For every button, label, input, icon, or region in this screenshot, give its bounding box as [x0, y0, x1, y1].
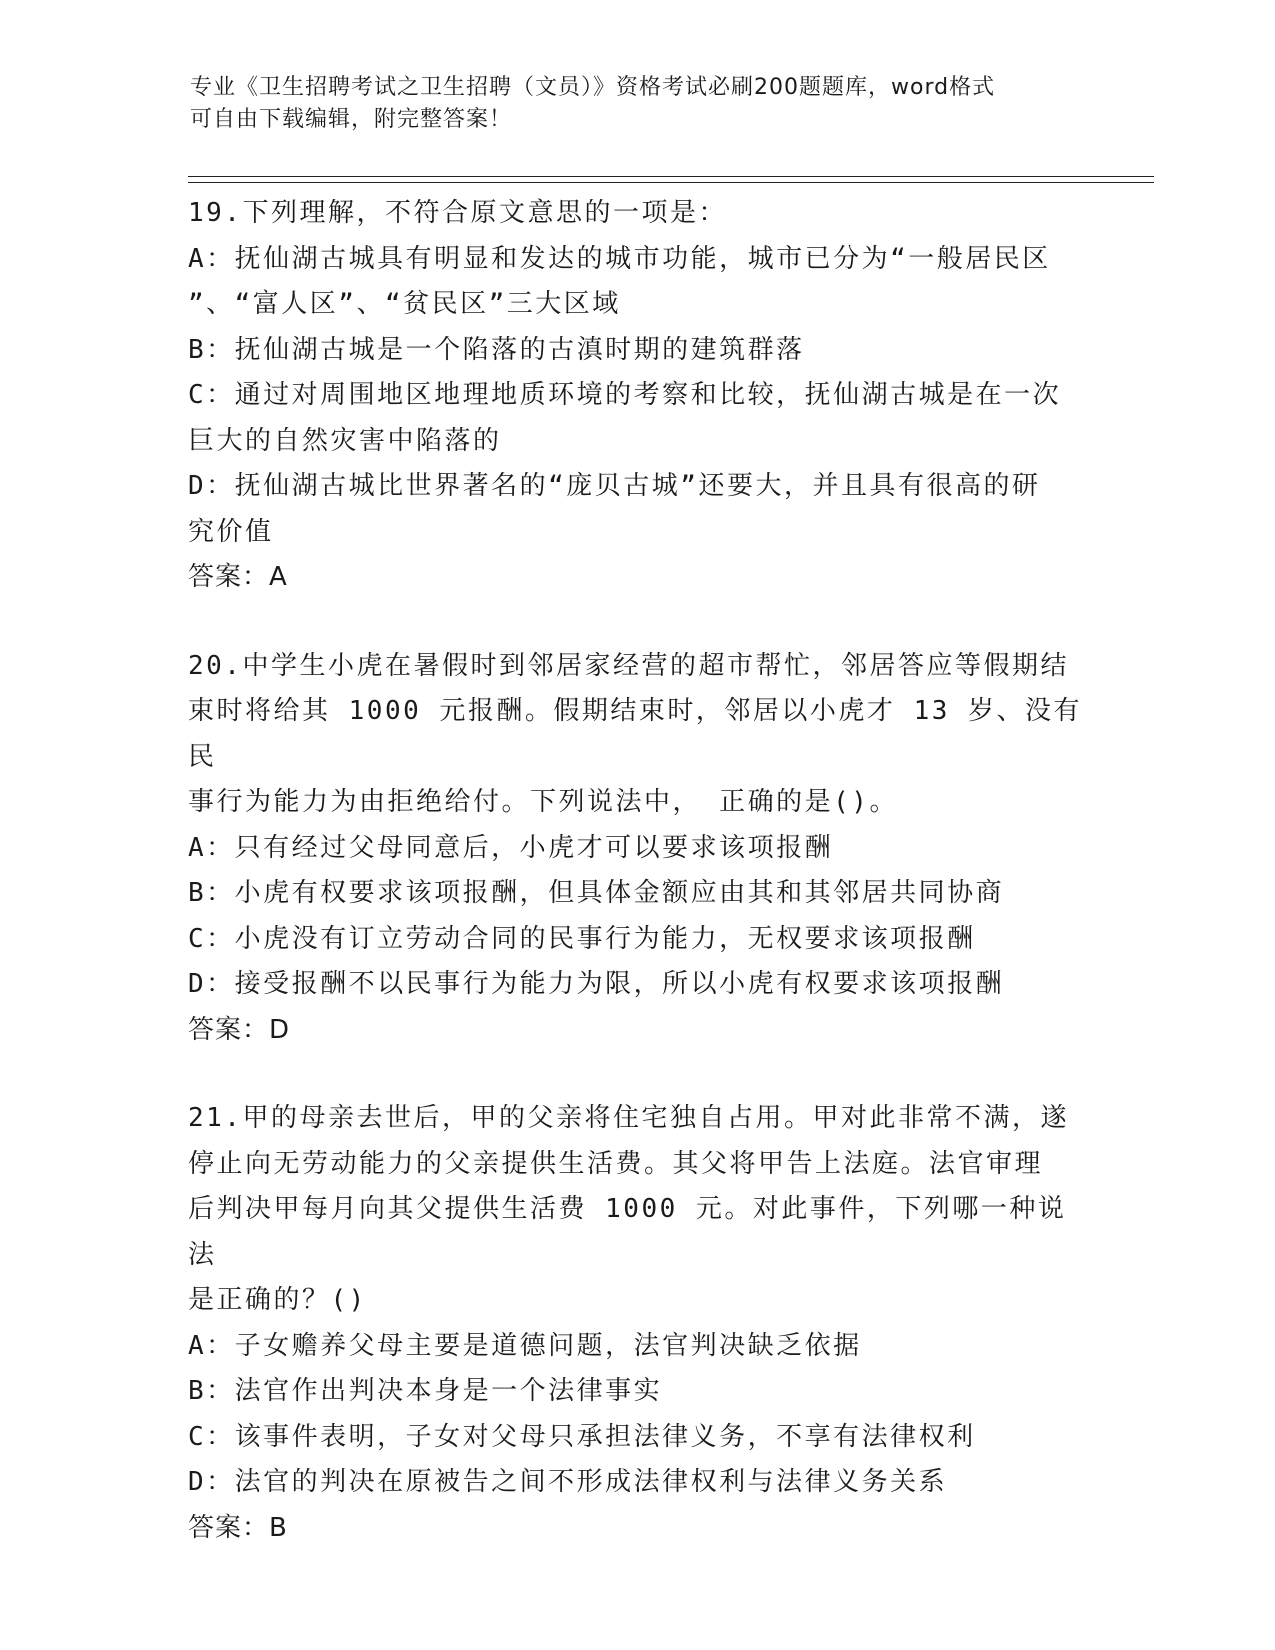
option-text-line: D：接受报酬不以民事行为能力为限，所以小虎有权要求该项报酬: [188, 969, 1005, 999]
header-line-2: 可自由下载编辑，附完整答案！: [190, 107, 513, 132]
option-text-line: B：抚仙湖古城是一个陷落的古滇时期的建筑群落: [188, 334, 805, 365]
question-text-line: 是正确的？(): [188, 1285, 367, 1315]
answer-line: 答案：D: [188, 1014, 291, 1045]
question-21: [188, 1096, 1088, 1551]
option-d: [188, 1460, 1088, 1506]
option-text-line: C：通过对周围地区地理地质环境的考察和比较，抚仙湖古城是在一次: [188, 380, 1062, 410]
header-line-1: 专业《卫生招聘考试之卫生招聘（文员）》资格考试必刷200题题库，word格式: [190, 75, 996, 100]
question-list: [188, 191, 1088, 1551]
option-text-line: 巨大的自然灾害中陷落的: [188, 425, 502, 456]
option-text-line: B：法官作出判决本身是一个法律事实: [188, 1376, 663, 1406]
option-text-line: A：抚仙湖古城具有明显和发达的城市功能，城市已分为“一般居民区: [188, 243, 1051, 274]
option-text-line: A：子女赡养父母主要是道德问题，法官判决缺乏依据: [188, 1330, 862, 1361]
option-text-line: C：小虎没有订立劳动合同的民事行为能力，无权要求该项报酬: [188, 923, 976, 954]
question-text-line: 后判决甲每月向其父提供生活费 1000 元。对此事件，下列哪一种说法: [188, 1194, 1067, 1270]
document-header: [190, 72, 1090, 136]
option-b: [188, 328, 1088, 374]
option-text-line: C：该事件表明，子女对父母只承担法律义务，不享有法律权利: [188, 1421, 976, 1452]
question-text-line: 束时将给其 1000 元报酬。假期结束时，邻居以小虎才 13 岁、没有民: [188, 696, 1083, 772]
question-text-line: 停止向无劳动能力的父亲提供生活费。其父将甲告上法庭。法官审理: [188, 1148, 1044, 1179]
option-b: [188, 1369, 1088, 1415]
option-c: [188, 1415, 1088, 1461]
option-text-line: A：只有经过父母同意后，小虎才可以要求该项报酬: [188, 832, 834, 863]
option-a: [188, 1324, 1088, 1370]
option-d: [188, 962, 1088, 1008]
question-19: [188, 191, 1088, 601]
option-text-line: D：法官的判决在原被告之间不形成法律权利与法律义务关系: [188, 1467, 948, 1497]
option-a: [188, 826, 1088, 872]
question-spacer: [188, 1053, 1088, 1096]
question-spacer: [188, 601, 1088, 644]
answer-line: 答案：A: [188, 562, 288, 592]
header-rule-top: [188, 176, 1154, 177]
option-c: [188, 373, 1088, 464]
question-text-line: 19.下列理解，不符合原文意思的一项是：: [188, 198, 727, 228]
option-a: [188, 237, 1088, 328]
header-rule-bottom: [188, 182, 1154, 183]
question-text-line: 事行为能力为由拒绝给付。下列说法中， 正确的是()。: [188, 787, 898, 817]
question-text-line: 21.甲的母亲去世后，甲的父亲将住宅独自占用。甲对此非常不满，遂: [188, 1103, 1069, 1133]
answer-line: 答案：B: [188, 1512, 288, 1543]
option-text-line: ”、“富人区”、“贫民区”三大区域: [188, 289, 621, 319]
option-d: [188, 464, 1088, 555]
option-text-line: B：小虎有权要求该项报酬，但具体金额应由其和其邻居共同协商: [188, 878, 1005, 908]
option-c: [188, 917, 1088, 963]
question-text-line: 20.中学生小虎在暑假时到邻居家经营的超市帮忙，邻居答应等假期结: [188, 650, 1069, 681]
option-b: [188, 871, 1088, 917]
option-text-line: D：抚仙湖古城比世界著名的“庞贝古城”还要大，并且具有很高的研: [188, 471, 1041, 501]
question-20: [188, 644, 1088, 1054]
option-text-line: 究价值: [188, 516, 274, 547]
